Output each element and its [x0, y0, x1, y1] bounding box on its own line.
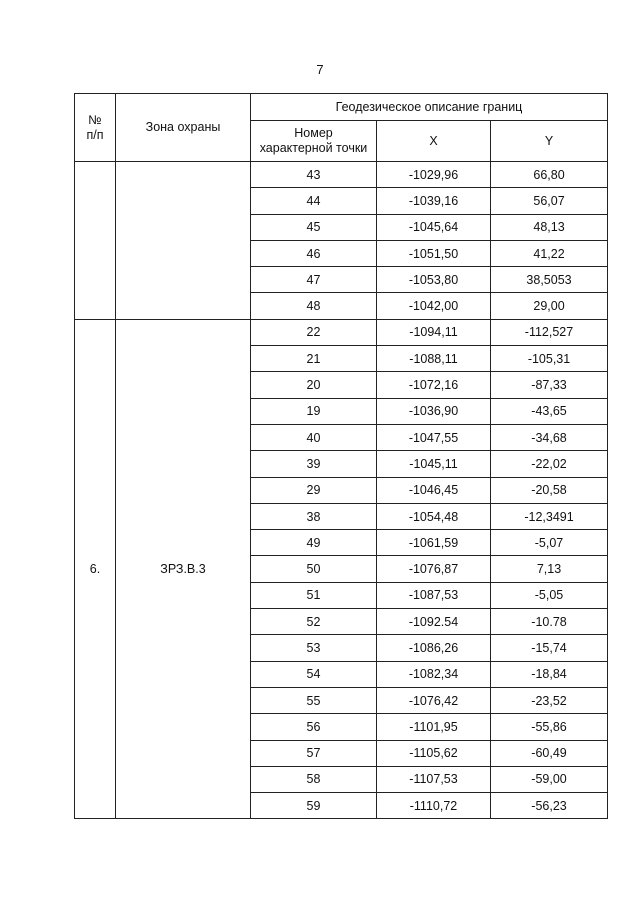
y-coordinate-cell: -22,02 [491, 451, 608, 477]
y-coordinate-cell: -56,23 [491, 793, 608, 819]
header-point-line2: характерной точки [259, 141, 368, 155]
row-number-cell: 6. [75, 319, 116, 819]
y-coordinate-cell: -10.78 [491, 609, 608, 635]
y-coordinate-cell: -23,52 [491, 687, 608, 713]
point-number-cell: 59 [251, 793, 377, 819]
x-coordinate-cell: -1039,16 [377, 188, 491, 214]
x-coordinate-cell: -1061,59 [377, 530, 491, 556]
y-coordinate-cell: 29,00 [491, 293, 608, 319]
y-coordinate-cell: -20,58 [491, 477, 608, 503]
x-coordinate-cell: -1054,48 [377, 503, 491, 529]
header-number-line2: п/п [86, 127, 104, 142]
x-coordinate-cell: -1076,42 [377, 687, 491, 713]
point-number-cell: 40 [251, 424, 377, 450]
y-coordinate-cell: -15,74 [491, 635, 608, 661]
zone-cell: ЗРЗ.В.3 [116, 319, 251, 819]
x-coordinate-cell: -1092.54 [377, 609, 491, 635]
y-coordinate-cell: -55,86 [491, 714, 608, 740]
x-coordinate-cell: -1042,00 [377, 293, 491, 319]
y-coordinate-cell: 56,07 [491, 188, 608, 214]
table-row [75, 319, 608, 345]
table-row [75, 162, 608, 188]
y-coordinate-cell: -5,07 [491, 530, 608, 556]
point-number-cell: 43 [251, 162, 377, 188]
row-number-cell [75, 162, 116, 320]
y-coordinate-cell: -43,65 [491, 398, 608, 424]
y-coordinate-cell: -87,33 [491, 372, 608, 398]
point-number-cell: 55 [251, 687, 377, 713]
point-number-cell: 57 [251, 740, 377, 766]
y-coordinate-cell: -12,3491 [491, 503, 608, 529]
x-coordinate-cell: -1086,26 [377, 635, 491, 661]
x-coordinate-cell: -1107,53 [377, 766, 491, 792]
y-coordinate-cell: -18,84 [491, 661, 608, 687]
x-coordinate-cell: -1045,11 [377, 451, 491, 477]
x-coordinate-cell: -1045,64 [377, 214, 491, 240]
boundary-coordinates-table [74, 93, 608, 819]
zone-cell [116, 162, 251, 320]
point-number-cell: 20 [251, 372, 377, 398]
point-number-cell: 51 [251, 582, 377, 608]
point-number-cell: 19 [251, 398, 377, 424]
header-point-line1: Номер [294, 126, 333, 140]
y-coordinate-cell: 38,5053 [491, 267, 608, 293]
header-point-number [251, 121, 377, 162]
x-coordinate-cell: -1087,53 [377, 582, 491, 608]
point-number-cell: 48 [251, 293, 377, 319]
y-coordinate-cell: -105,31 [491, 346, 608, 372]
header-y: Y [491, 121, 608, 162]
y-coordinate-cell: -60,49 [491, 740, 608, 766]
point-number-cell: 52 [251, 609, 377, 635]
point-number-cell: 49 [251, 530, 377, 556]
x-coordinate-cell: -1110,72 [377, 793, 491, 819]
y-coordinate-cell: 7,13 [491, 556, 608, 582]
y-coordinate-cell: -59,00 [491, 766, 608, 792]
point-number-cell: 29 [251, 477, 377, 503]
x-coordinate-cell: -1082,34 [377, 661, 491, 687]
point-number-cell: 38 [251, 503, 377, 529]
y-coordinate-cell: -5,05 [491, 582, 608, 608]
header-x: X [377, 121, 491, 162]
header-number [75, 94, 116, 162]
point-number-cell: 45 [251, 214, 377, 240]
point-number-cell: 58 [251, 766, 377, 792]
page-number: 7 [316, 62, 324, 77]
x-coordinate-cell: -1076,87 [377, 556, 491, 582]
header-zone: Зона охраны [116, 94, 251, 162]
x-coordinate-cell: -1101,95 [377, 714, 491, 740]
x-coordinate-cell: -1047,55 [377, 424, 491, 450]
point-number-cell: 21 [251, 346, 377, 372]
point-number-cell: 47 [251, 267, 377, 293]
point-number-cell: 56 [251, 714, 377, 740]
point-number-cell: 39 [251, 451, 377, 477]
header-geodesic-description: Геодезическое описание границ [251, 94, 608, 121]
point-number-cell: 22 [251, 319, 377, 345]
x-coordinate-cell: -1046,45 [377, 477, 491, 503]
y-coordinate-cell: -112,527 [491, 319, 608, 345]
x-coordinate-cell: -1036,90 [377, 398, 491, 424]
x-coordinate-cell: -1053,80 [377, 267, 491, 293]
x-coordinate-cell: -1029,96 [377, 162, 491, 188]
y-coordinate-cell: 41,22 [491, 240, 608, 266]
point-number-cell: 44 [251, 188, 377, 214]
y-coordinate-cell: -34,68 [491, 424, 608, 450]
point-number-cell: 46 [251, 240, 377, 266]
x-coordinate-cell: -1051,50 [377, 240, 491, 266]
x-coordinate-cell: -1105,62 [377, 740, 491, 766]
header-number-line1: № [88, 112, 102, 127]
table-body [75, 162, 608, 819]
x-coordinate-cell: -1094,11 [377, 319, 491, 345]
x-coordinate-cell: -1072,16 [377, 372, 491, 398]
point-number-cell: 54 [251, 661, 377, 687]
point-number-cell: 50 [251, 556, 377, 582]
point-number-cell: 53 [251, 635, 377, 661]
y-coordinate-cell: 66,80 [491, 162, 608, 188]
x-coordinate-cell: -1088,11 [377, 346, 491, 372]
y-coordinate-cell: 48,13 [491, 214, 608, 240]
